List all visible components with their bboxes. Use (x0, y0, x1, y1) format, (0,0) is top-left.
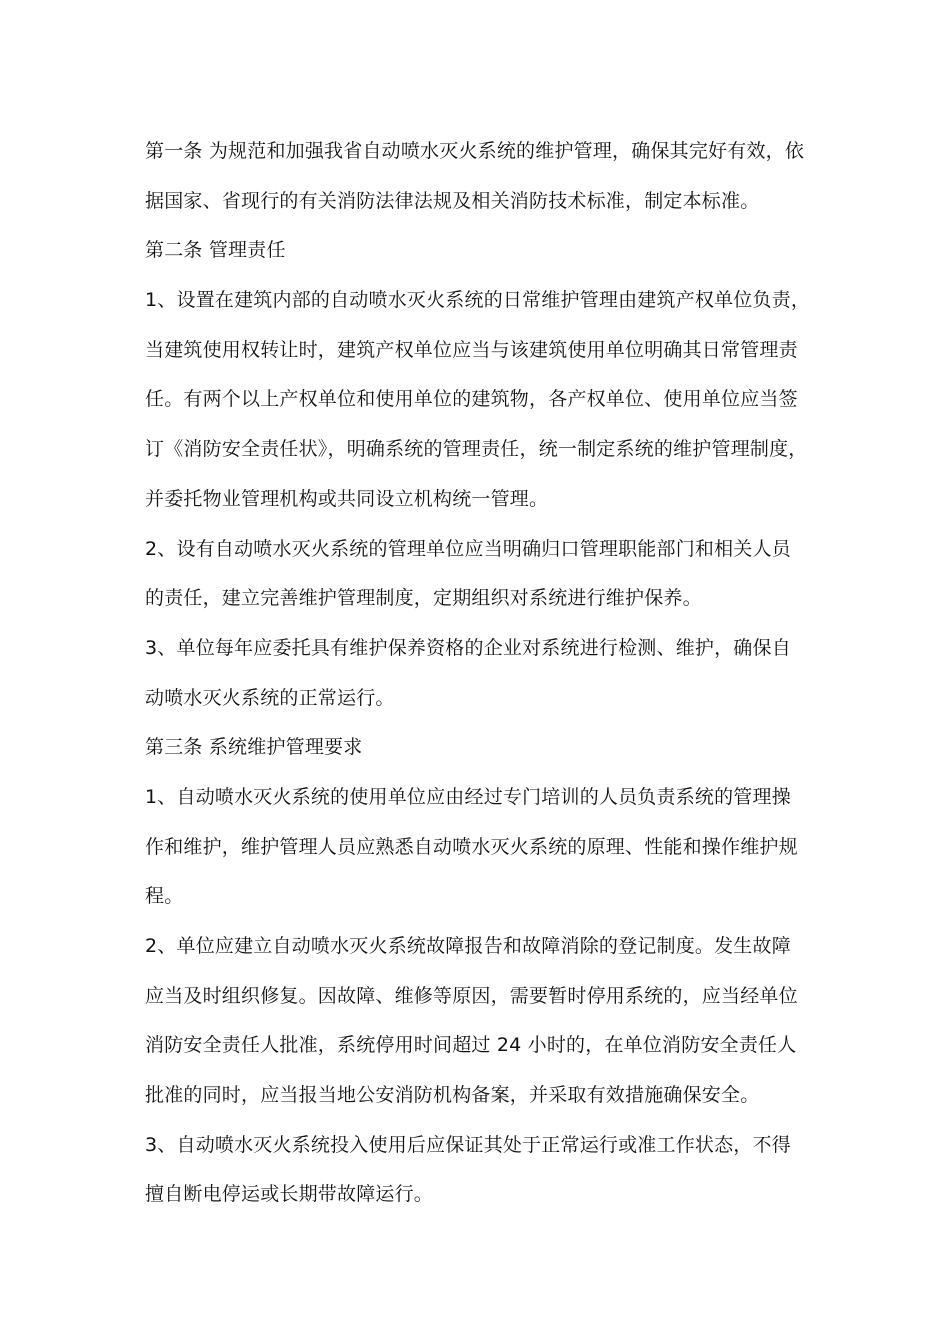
section-heading: 第二条 管理责任 (145, 239, 286, 262)
text-line: 消防安全责任人批准，系统停用时间超过 24 小时的，在单位消防安全责任人 (145, 1034, 797, 1057)
text-line: 任。有两个以上产权单位和使用单位的建筑物，各产权单位、使用单位应当签 (145, 388, 798, 411)
text-line: 3、自动喷水灭火系统投入使用后应保证其处于正常运行或准工作状态，不得 (145, 1133, 791, 1156)
text-line: 第一条 为规范和加强我省自动喷水灭火系统的维护管理，确保其完好有效，依 (145, 140, 805, 162)
text-line: 程。 (145, 885, 184, 908)
section-heading: 第三条 系统维护管理要求 (145, 736, 363, 759)
text-line: 当建筑使用权转让时，建筑产权单位应当与该建筑使用单位明确其日常管理责 (145, 338, 798, 361)
text-line: 批准的同时，应当报当地公安消防机构备案，并采取有效措施确保安全。 (145, 1084, 760, 1107)
document-body (145, 127, 820, 1220)
text-line: 据国家、省现行的有关消防法律法规及相关消防技术标准，制定本标准。 (145, 189, 760, 212)
text-line: 3、单位每年应委托具有维护保养资格的企业对系统进行检测、维护，确保自 (145, 636, 791, 659)
text-line: 1、自动喷水灭火系统的使用单位应由经过专门培训的人员负责系统的管理操 (145, 785, 791, 808)
text-line: 2、设有自动喷水灭火系统的管理单位应当明确归口管理职能部门和相关人员 (145, 537, 791, 560)
text-line: 擅自断电停运或长期带故障运行。 (145, 1183, 434, 1206)
text-line: 应当及时组织修复。因故障、维修等原因，需要暂时停用系统的，应当经单位 (145, 984, 798, 1007)
text-line: 的责任，建立完善维护管理制度，定期组织对系统进行维护保养。 (145, 587, 702, 610)
text-line: 动喷水灭火系统的正常运行。 (145, 686, 395, 709)
text-line: 作和维护，维护管理人员应熟悉自动喷水灭火系统的原理、性能和操作维护规 (145, 835, 798, 858)
text-line: 2、单位应建立自动喷水灭火系统故障报告和故障消除的登记制度。发生故障 (145, 935, 791, 957)
text-line: 订《消防安全责任状》，明确系统的管理责任，统一制定系统的维护管理制度， (145, 438, 808, 461)
text-line: 并委托物业管理机构或共同设立机构统一管理。 (145, 487, 549, 510)
text-line: 1、设置在建筑内部的自动喷水灭火系统的日常维护管理由建筑产权单位负责， (145, 289, 811, 312)
